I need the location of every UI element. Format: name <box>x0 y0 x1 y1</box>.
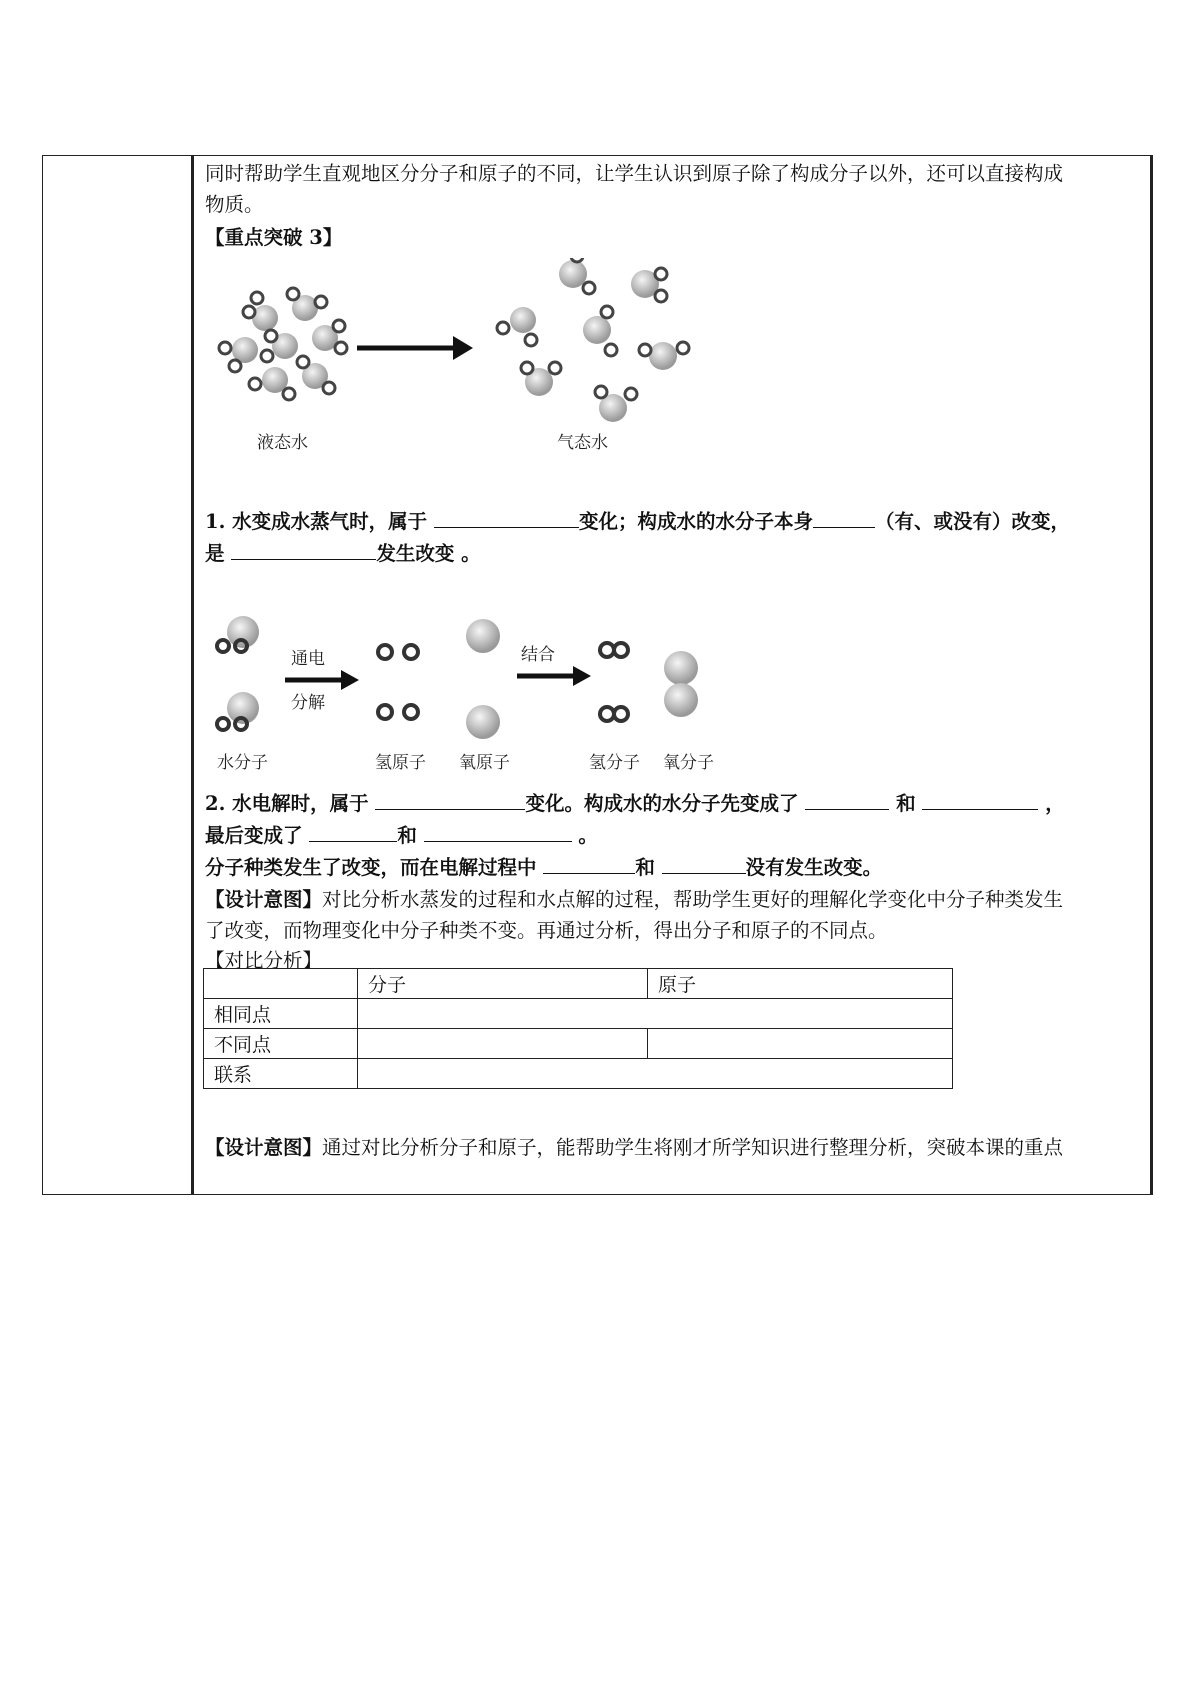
liquid-water-molecules <box>219 288 347 400</box>
q1-number: 1. <box>205 510 226 533</box>
oxygen-atoms-group <box>466 619 500 739</box>
q2-blank-5[interactable] <box>424 821 572 842</box>
q1-text-f: 。 <box>461 542 481 565</box>
table-corner-cell <box>204 969 358 999</box>
q2-blank-2[interactable] <box>805 789 889 810</box>
design-intent-1-tag: 【设计意图】 <box>205 888 323 911</box>
q2-number: 2. <box>205 792 226 815</box>
table-cell-same[interactable] <box>358 999 953 1029</box>
q1-text-b: 变化；构成水的水分子本身 <box>578 510 813 533</box>
table-row-label-same: 相同点 <box>204 999 358 1029</box>
oxygen-molecule <box>664 651 698 717</box>
label-hydrogen-molecule: 氢分子 <box>589 753 640 773</box>
intro-line-1: 同时帮助学生直观地区分分子和原子的不同，让学生认识到原子除了构成分子以外，还可以直接构成 <box>205 162 1064 185</box>
q2-blank-7[interactable] <box>662 853 746 874</box>
label-water-molecule: 水分子 <box>217 753 268 773</box>
table-row <box>204 1059 953 1089</box>
water-electrolysis-figure <box>205 612 745 777</box>
water-molecules-group <box>217 616 259 730</box>
q2-blank-3[interactable] <box>922 789 1038 810</box>
design-intent-2-text: 通过对比分析分子和原子，能帮助学生将刚才所学知识进行整理分析，突破本课的重点 <box>322 1136 1064 1159</box>
q2-text-d: ， <box>1045 792 1065 815</box>
column-divider <box>191 155 194 1195</box>
design-intent-1-text-1: 对比分析水蒸发的过程和水点解的过程，帮助学生更好的理解化学变化中分子种类发生 <box>322 888 1064 911</box>
table-row-label-different: 不同点 <box>204 1029 358 1059</box>
q2-text-c: 和 <box>896 792 916 815</box>
label-oxygen-atom: 氧原子 <box>459 753 510 773</box>
electrolysis-arrow <box>285 649 359 713</box>
q1-blank-2[interactable] <box>813 507 875 528</box>
q2-text-e: 最后变成了 <box>205 824 303 847</box>
design-intent-2-tag: 【设计意图】 <box>205 1136 323 1159</box>
design-intent-1-line-1 <box>205 884 1063 912</box>
section-heading-3: 【重点突破 3】 <box>205 226 343 249</box>
table-row <box>204 999 953 1029</box>
question-1-line-2 <box>205 538 481 566</box>
question-2-line-3 <box>205 852 882 880</box>
q2-text-j: 没有发生改变。 <box>745 856 883 879</box>
q1-blank-1[interactable] <box>434 507 579 528</box>
arrow-label-electrify: 通电 <box>291 649 325 669</box>
q1-blank-3[interactable] <box>231 539 376 560</box>
design-intent-1-line-2: 了改变，而物理变化中分子种类不变。再通过分析，得出分子和原子的不同点。 <box>205 919 888 942</box>
q2-text-g: 。 <box>578 824 598 847</box>
intro-line-2: 物质。 <box>205 193 264 216</box>
table-cell-different-atom[interactable] <box>648 1029 953 1059</box>
q2-blank-6[interactable] <box>543 853 635 874</box>
table-header-row <box>204 969 953 999</box>
q2-text-i: 和 <box>635 856 655 879</box>
q1-text-c: （有、或没有）改变， <box>874 510 1070 533</box>
q1-text-e: 发生改变 <box>376 542 455 565</box>
combination-arrow <box>517 645 591 686</box>
table-header-molecule: 分子 <box>358 969 648 999</box>
comparison-table <box>203 968 953 1089</box>
table-header-atom: 原子 <box>648 969 953 999</box>
q1-text-d: 是 <box>205 542 225 565</box>
hydrogen-molecules-group <box>600 643 628 721</box>
label-oxygen-molecule: 氧分子 <box>663 753 714 773</box>
arrow-label-combine: 结合 <box>521 645 555 665</box>
table-cell-different-molecule[interactable] <box>358 1029 648 1059</box>
label-liquid-water: 液态水 <box>257 433 308 453</box>
q2-text-a: 水电解时，属于 <box>232 792 369 815</box>
hydrogen-atoms-group <box>378 645 418 719</box>
gaseous-water-molecules <box>497 258 689 422</box>
question-2-line-1 <box>205 788 1065 816</box>
label-gaseous-water: 气态水 <box>557 433 608 453</box>
right-border <box>1150 155 1153 1195</box>
arrow-label-decompose: 分解 <box>291 693 325 713</box>
q2-blank-4[interactable] <box>309 821 397 842</box>
question-2-line-2 <box>205 820 598 848</box>
evaporation-arrow <box>357 336 473 360</box>
table-row-label-relation: 联系 <box>204 1059 358 1089</box>
q2-blank-1[interactable] <box>375 789 525 810</box>
compare-heading: 【对比分析】 <box>205 949 323 972</box>
question-1-line-1 <box>205 506 1070 534</box>
q2-text-b: 变化。构成水的水分子先变成了 <box>525 792 799 815</box>
table-cell-relation[interactable] <box>358 1059 953 1089</box>
table-row <box>204 1029 953 1059</box>
water-evaporation-figure <box>205 258 695 458</box>
q2-text-h: 分子种类发生了改变，而在电解过程中 <box>205 856 537 879</box>
label-hydrogen-atom: 氢原子 <box>375 753 426 773</box>
q1-text-a: 水变成水蒸气时，属于 <box>232 510 428 533</box>
design-intent-2 <box>205 1132 1063 1160</box>
q2-text-f: 和 <box>397 824 417 847</box>
